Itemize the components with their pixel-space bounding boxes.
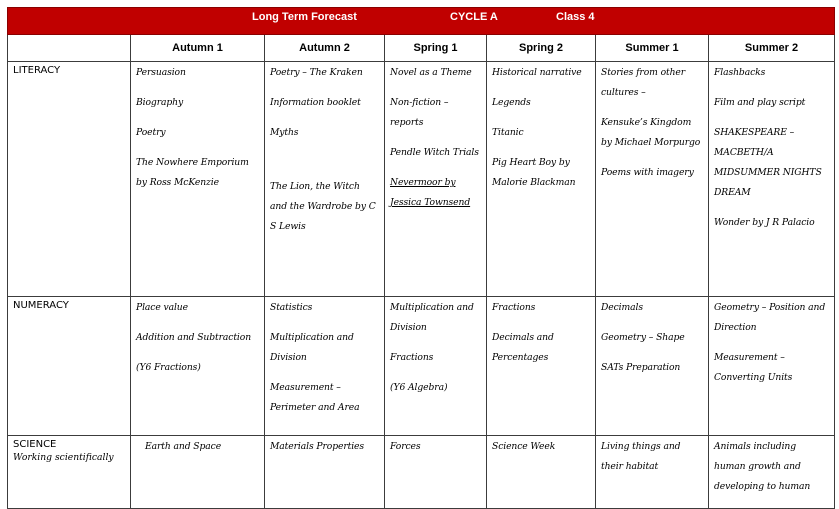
column-header: Summer 1 (596, 35, 709, 62)
topic-item: Wonder by J R Palacio (714, 217, 815, 228)
topic-item: Science Week (492, 441, 556, 452)
plan-cell (596, 436, 709, 509)
topic-item: SHAKESPEARE – MACBETH/A MIDSUMMER NIGHTS DREAM (714, 127, 822, 198)
topic-item: Addition and Subtraction (136, 332, 252, 343)
topic-item: Titanic (492, 127, 524, 138)
plan-cell (487, 297, 596, 436)
plan-cell (596, 297, 709, 436)
banner-row (8, 8, 835, 35)
banner (8, 8, 835, 35)
plan-cell (709, 436, 835, 509)
topic-item: The Lion, the Witch and the Wardrobe by C S Lewis (270, 181, 376, 232)
plan-cell (131, 436, 265, 509)
banner-title: Long Term Forecast (252, 11, 357, 23)
topic-item: SATs Preparation (601, 362, 681, 373)
plan-cell (487, 436, 596, 509)
column-header: Spring 1 (385, 35, 487, 62)
column-header: Spring 2 (487, 35, 596, 62)
column-header: Autumn 1 (131, 35, 265, 62)
topic-item: Statistics (270, 302, 313, 313)
topic-item: Information booklet (270, 97, 361, 108)
topic-item: Earth and Space (145, 441, 222, 452)
banner-class: Class 4 (556, 11, 595, 23)
topic-item: Pig Heart Boy by Malorie Blackman (492, 157, 576, 188)
topic-item: Biography (136, 97, 184, 108)
plan-cell (265, 436, 385, 509)
topic-item: Persuasion (136, 67, 186, 78)
plan-cell (385, 297, 487, 436)
science-row (8, 436, 835, 509)
numeracy-row (8, 297, 835, 436)
topic-item: Materials Properties (270, 441, 364, 452)
topic-item: Legends (492, 97, 531, 108)
plan-cell (709, 297, 835, 436)
subject-sublabel: Working scientifically (13, 452, 114, 463)
topic-item: Flashbacks (714, 67, 766, 78)
topic-item: Fractions (390, 352, 434, 363)
plan-cell (131, 62, 265, 297)
topic-item: Multiplication and Division (390, 302, 474, 333)
column-header: Autumn 2 (265, 35, 385, 62)
topic-item: Animals including human growth and developing to human (714, 441, 811, 492)
subject-cell (8, 436, 131, 509)
plan-cell (487, 62, 596, 297)
column-header: Summer 2 (709, 35, 835, 62)
topic-item: (Y6 Fractions) (136, 362, 201, 373)
topic-item: Place value (136, 302, 188, 313)
banner-cycle: CYCLE A (450, 11, 498, 23)
subject-label: NUMERACY (13, 300, 69, 311)
topic-item: Fractions (492, 302, 536, 313)
subject-label: SCIENCE (13, 439, 57, 450)
header-corner (8, 35, 131, 62)
subject-cell (8, 62, 131, 297)
subject-label: LITERACY (13, 65, 61, 76)
plan-cell (385, 436, 487, 509)
topic-item: Pendle Witch Trials (390, 147, 479, 158)
subject-cell (8, 297, 131, 436)
forecast-table (7, 7, 835, 509)
topic-item: Measurement – Converting Units (714, 352, 793, 383)
plan-cell (596, 62, 709, 297)
topic-item: Film and play script (714, 97, 806, 108)
literacy-row (8, 62, 835, 297)
topic-item: Forces (390, 441, 421, 452)
topic-item: Poetry (136, 127, 166, 138)
topic-item: The Nowhere Emporium by Ross McKenzie (136, 157, 249, 188)
topic-item: (Y6 Algebra) (390, 382, 448, 393)
forecast-sheet (7, 7, 834, 509)
topic-item: Non-fiction – reports (390, 97, 449, 128)
topic-item: Geometry – Shape (601, 332, 685, 343)
topic-item: Decimals (601, 302, 643, 313)
topic-item: Measurement – Perimeter and Area (270, 382, 360, 413)
topic-item: Living things and their habitat (601, 441, 681, 472)
topic-item: Multiplication and Division (270, 332, 354, 363)
topic-item: Stories from other cultures – (601, 67, 686, 98)
topic-item: Novel as a Theme (390, 67, 472, 78)
topic-item: Kensuke’s Kingdom by Michael Morpurgo (601, 117, 701, 148)
plan-cell (709, 62, 835, 297)
plan-cell (131, 297, 265, 436)
topic-item: Decimals and Percentages (492, 332, 554, 363)
topic-item: Poetry – The Kraken (270, 67, 363, 78)
topic-item: Geometry – Position and Direction (714, 302, 826, 333)
header-row (8, 35, 835, 62)
topic-item: Historical narrative (492, 67, 582, 78)
topic-item: Nevermoor by Jessica Townsend (390, 177, 471, 208)
topic-item: Poems with imagery (601, 167, 694, 178)
plan-cell (385, 62, 487, 297)
plan-cell (265, 297, 385, 436)
topic-item: Myths (270, 127, 299, 138)
plan-cell (265, 62, 385, 297)
